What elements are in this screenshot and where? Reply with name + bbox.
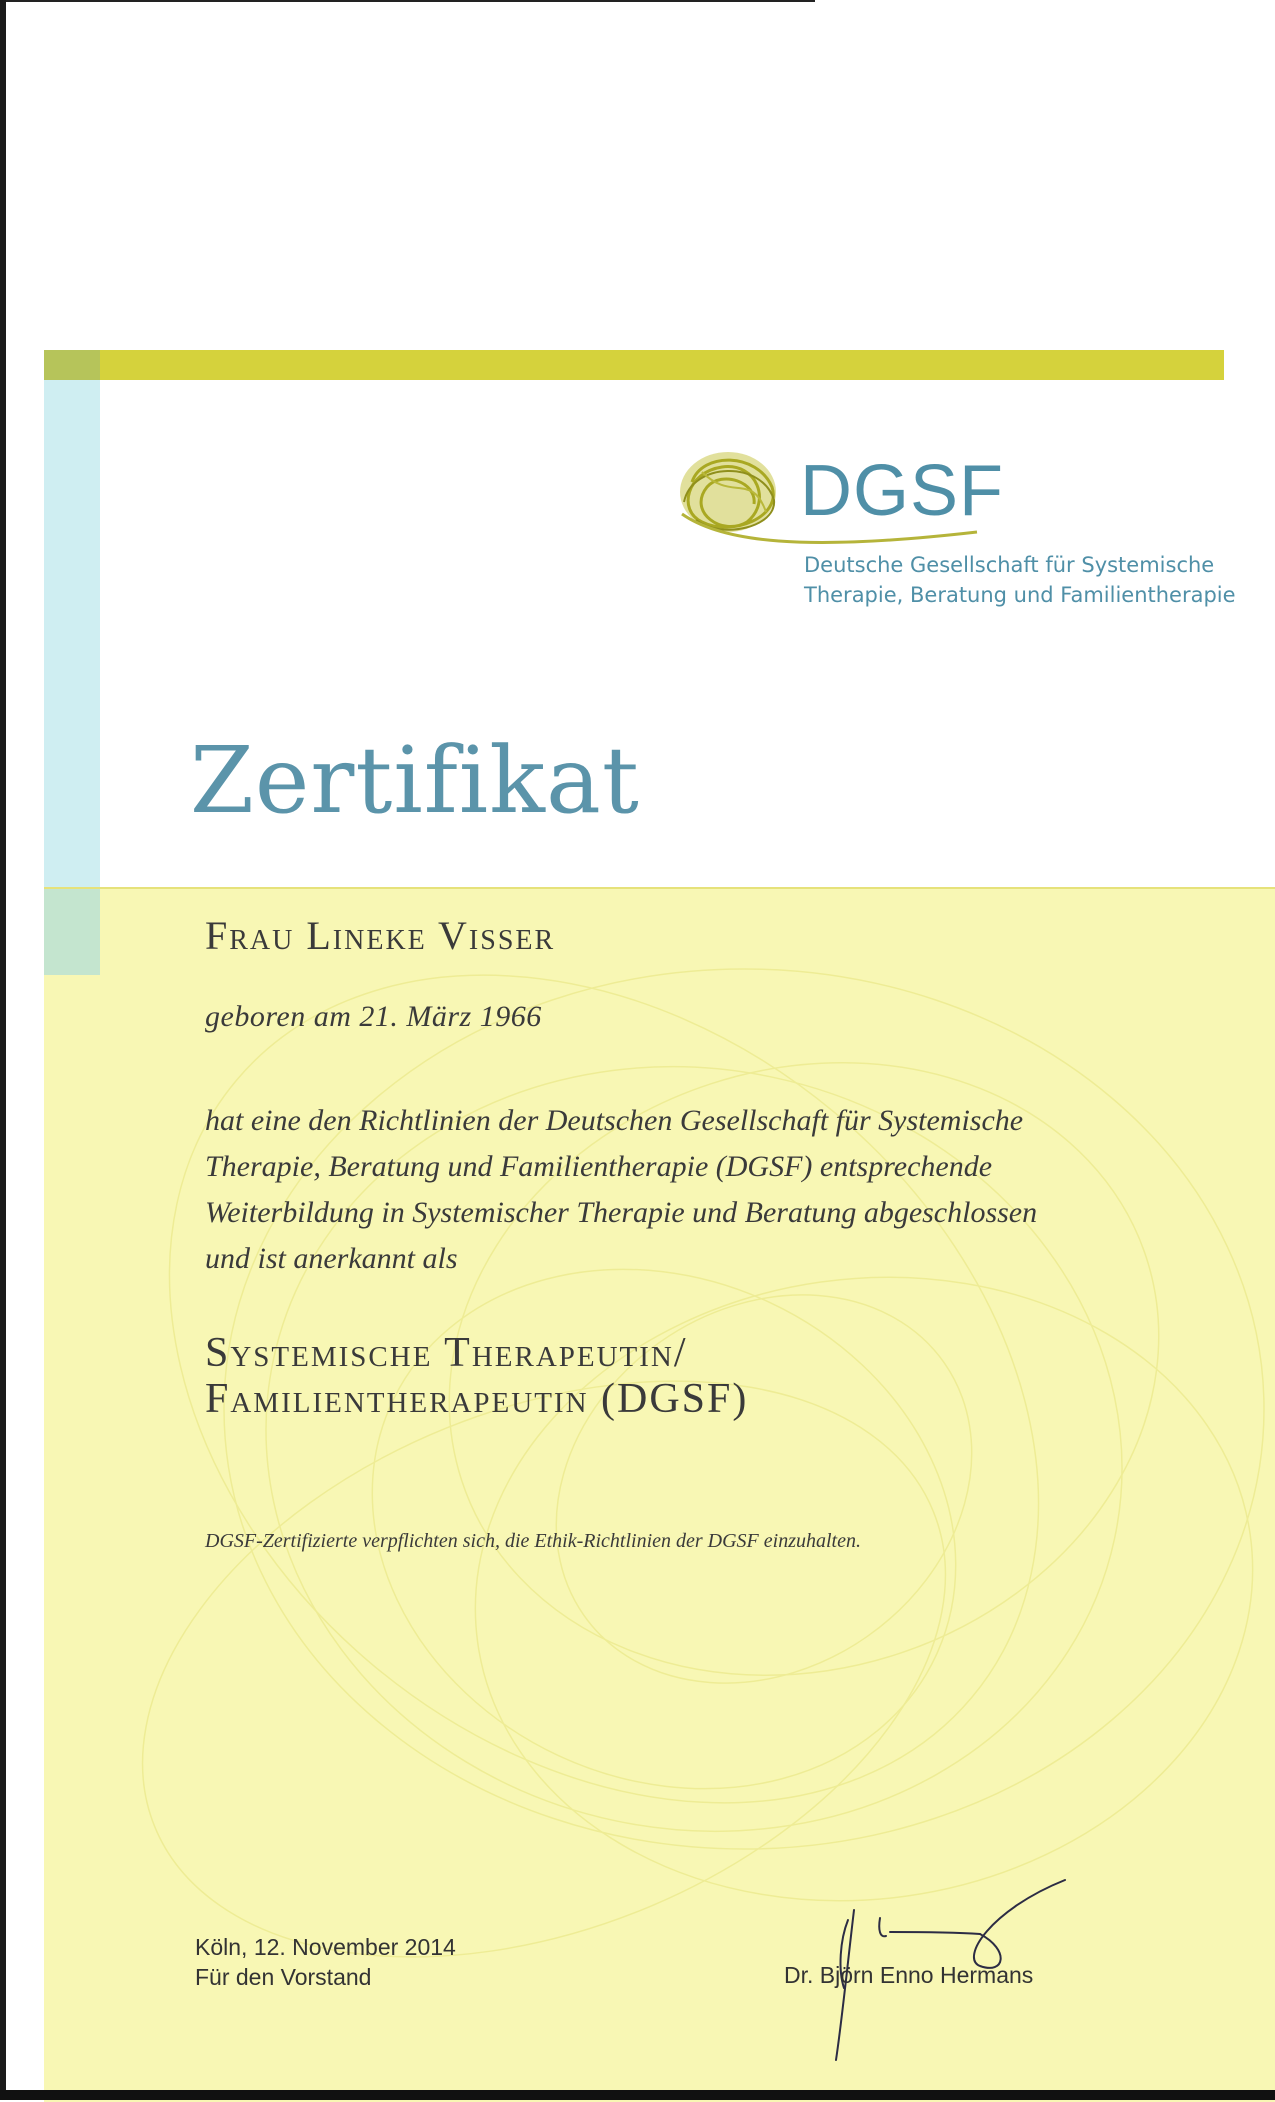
- place-and-date-block: [195, 1932, 456, 1992]
- side-color-strip: [44, 380, 100, 975]
- professional-designation: [205, 1330, 1105, 1422]
- scan-edge-left: [0, 0, 6, 2090]
- scan-edge-top: [0, 0, 815, 2]
- recipient-name: Frau Lineke Visser: [205, 913, 556, 958]
- place-date: Köln, 12. November 2014: [195, 1934, 456, 1960]
- certificate-statement: [205, 1098, 1125, 1282]
- ethics-note: DGSF-Zertifizierte verpflichten sich, die Ethik-Richtlinien der DGSF einzuhalten.: [205, 1530, 861, 1552]
- birth-date-line: geboren am 21. März 1966: [205, 1000, 542, 1033]
- statement-line-1: hat eine den Richtlinien der Deutschen Gesellschaft für Systemische: [205, 1104, 1024, 1137]
- signer-name: Dr. Björn Enno Hermans: [784, 1962, 1034, 1988]
- logo-subtitle-line-1: Deutsche Gesellschaft für Systemische: [804, 553, 1215, 577]
- statement-line-4: und ist anerkannt als: [205, 1242, 458, 1275]
- designation-line-1: Systemische Therapeutin/: [205, 1330, 688, 1376]
- certificate-body-panel: [44, 887, 1275, 2102]
- designation-line-2: Familientherapeutin (DGSF): [205, 1376, 749, 1422]
- side-strip-overlap: [44, 889, 100, 975]
- logo-subtitle-line-2: Therapie, Beratung und Familientherapie: [804, 583, 1236, 607]
- logo-abbreviation: DGSF: [800, 451, 1005, 531]
- top-bar-corner: [44, 350, 100, 380]
- on-behalf-label: Für den Vorstand: [195, 1964, 372, 1990]
- top-color-bar: [44, 350, 1224, 380]
- statement-line-2: Therapie, Beratung und Familientherapie (DGSF) entsprechende: [205, 1150, 993, 1183]
- certificate-title: Zertifikat: [190, 727, 640, 834]
- statement-line-3: Weiterbildung in Systemischer Therapie und Beratung abgeschlossen: [205, 1196, 1038, 1229]
- scan-edge-bottom: [0, 2090, 1275, 2100]
- background-swirl-pattern: [44, 889, 1275, 2102]
- logo-subtitle: [804, 550, 1244, 610]
